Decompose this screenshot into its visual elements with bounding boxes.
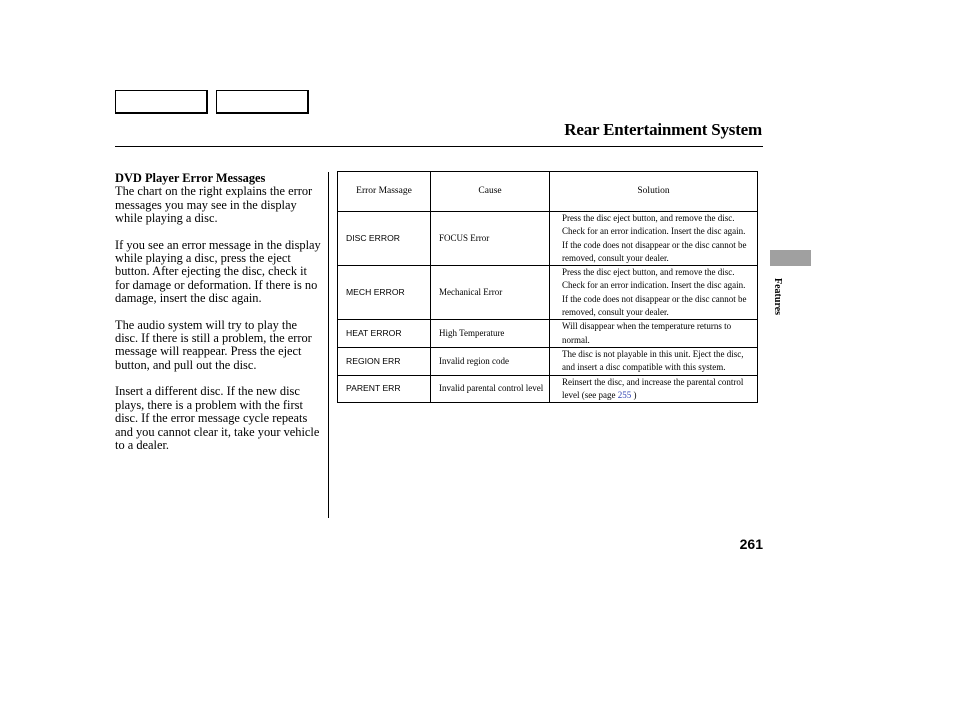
error-solution: The disc is not playable in this unit. Eject the disc, and insert a disc compatible with this system.	[550, 347, 758, 375]
header-error-message: Error Massage	[338, 172, 431, 212]
table-row	[338, 320, 758, 348]
solution-text: Reinsert the disc, and increase the parental control level (see page	[562, 376, 744, 400]
error-solution: Press the disc eject button, and remove the disc. Check for an error indication. Insert the disc again. If the code does not disappear or the disc cannot be removed, consult your dealer.	[550, 212, 758, 266]
table-row	[338, 212, 758, 266]
error-cause: High Temperature	[431, 320, 550, 348]
error-code: DISC ERROR	[338, 212, 431, 266]
section-heading: DVD Player Error Messages	[115, 171, 266, 185]
error-cause: Invalid parental control level	[431, 375, 550, 403]
error-cause: Mechanical Error	[431, 266, 550, 320]
intro-column	[115, 172, 323, 465]
error-cause: FOCUS Error	[431, 212, 550, 266]
paragraph-3: The audio system will try to play the disc. If there is still a problem, the error message will reappear. Press the eject button, and pull out the disc.	[115, 317, 312, 372]
page-reference-link[interactable]: 255	[617, 389, 632, 400]
section-tab[interactable]	[770, 250, 811, 266]
table-header-row	[338, 172, 758, 212]
error-code: HEAT ERROR	[338, 320, 431, 348]
header-cause: Cause	[431, 172, 550, 212]
error-code: MECH ERROR	[338, 266, 431, 320]
page-number: 261	[739, 536, 763, 552]
paragraph-2: If you see an error message in the display while playing a disc, press the eject button. After ejecting the disc, check it for damage or deformation. If there is no damage, insert the disc again.	[115, 237, 321, 306]
paragraph-1: The chart on the right explains the error messages you may see in the display while playing a disc.	[115, 184, 313, 226]
error-solution: Press the disc eject button, and remove the disc. Check for an error indication. Insert the disc again. If the code does not disappear or the disc cannot be removed, consult your dealer.	[550, 266, 758, 320]
table-row	[338, 266, 758, 320]
paragraph-4: Insert a different disc. If the new disc plays, there is a problem with the first disc. If the error message cycle repeats and you cannot clear it, take your vehicle to a dealer.	[115, 384, 320, 452]
nav-button-next[interactable]	[216, 90, 309, 114]
page-title: Rear Entertainment System	[564, 120, 762, 139]
solution-text-end: )	[631, 389, 637, 400]
error-solution: Will disappear when the temperature returns to normal.	[550, 320, 758, 348]
column-divider	[328, 172, 329, 518]
header-solution: Solution	[550, 172, 758, 212]
header-divider	[115, 146, 763, 147]
section-tab-label: Features	[772, 278, 783, 316]
error-code: REGION ERR	[338, 347, 431, 375]
table-row	[338, 375, 758, 403]
error-message-table	[337, 171, 758, 403]
error-solution	[550, 375, 758, 403]
nav-button-previous[interactable]	[115, 90, 208, 114]
error-cause: Invalid region code	[431, 347, 550, 375]
table-row	[338, 347, 758, 375]
error-code: PARENT ERR	[338, 375, 431, 403]
